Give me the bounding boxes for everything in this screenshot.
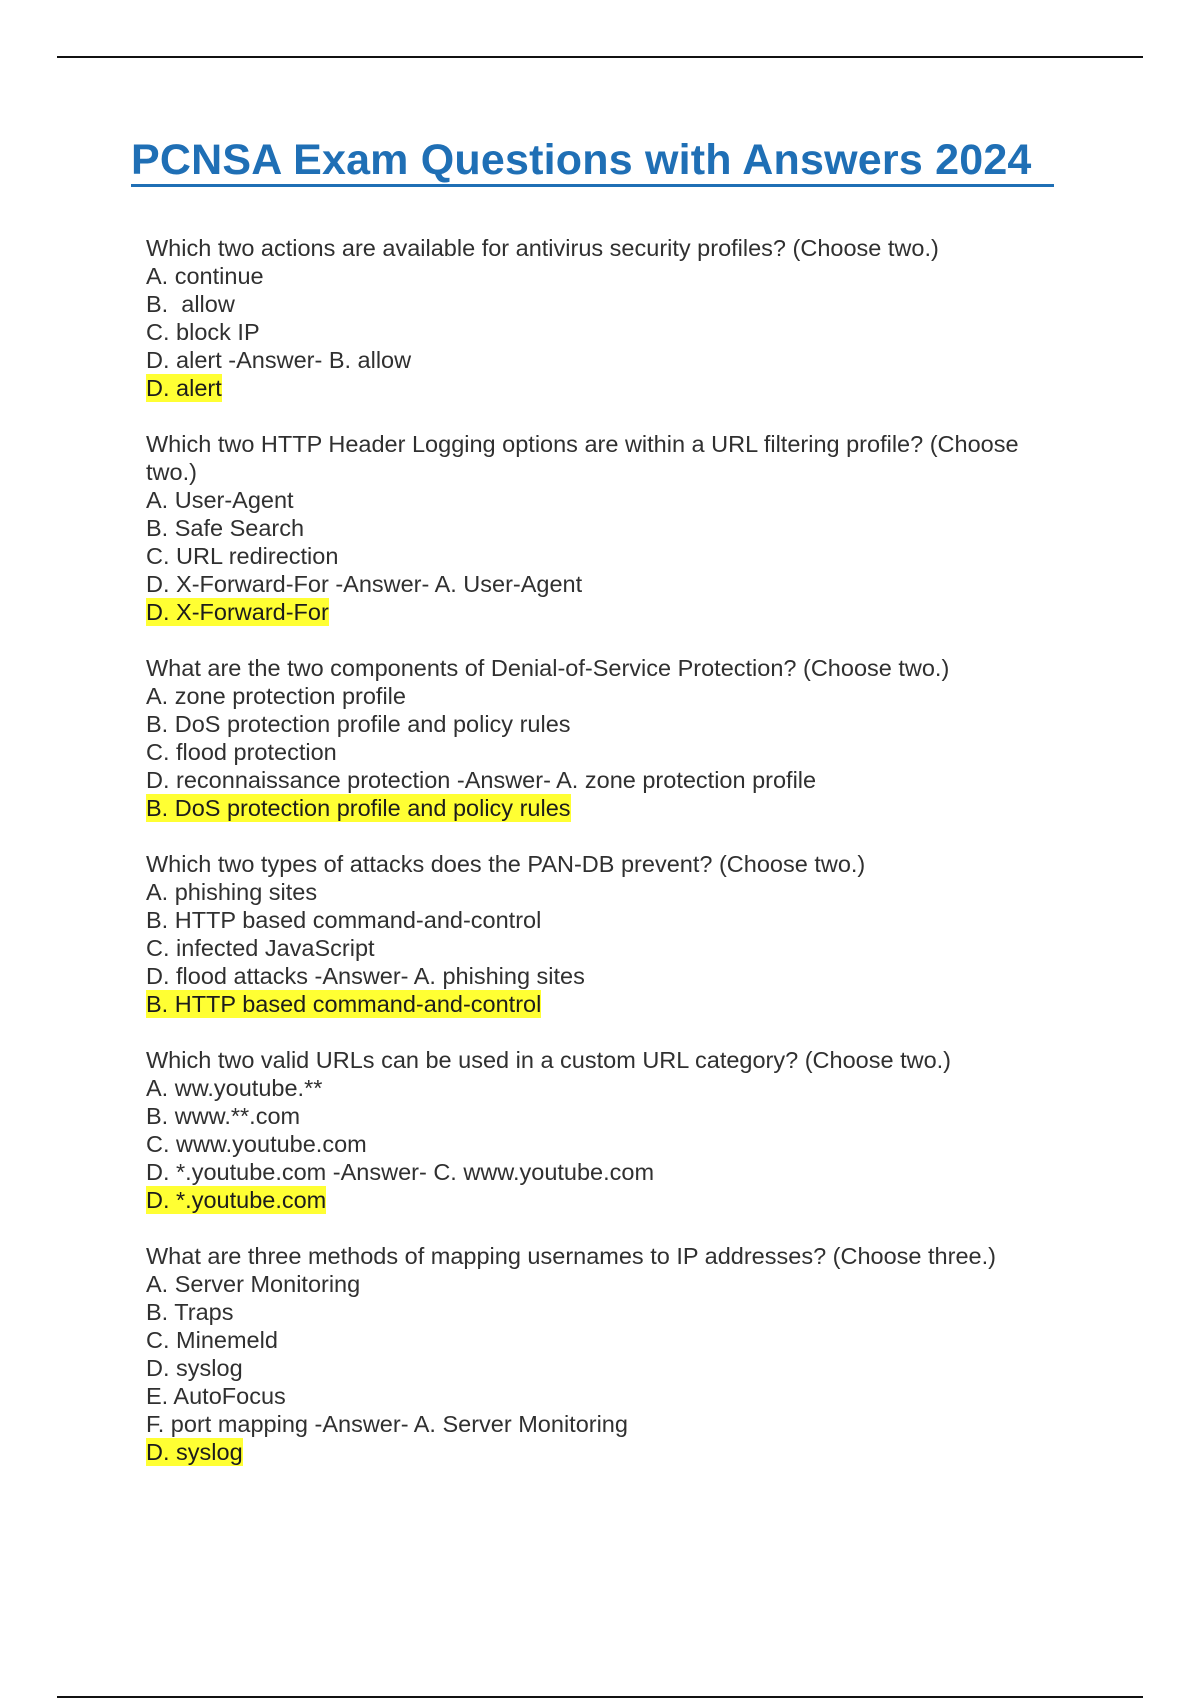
answer-option: D. flood attacks -Answer- A. phishing sites: [146, 963, 585, 989]
answer-option: C. www.youtube.com: [146, 1131, 367, 1157]
highlighted-answer: B. DoS protection profile and policy rules: [146, 795, 571, 821]
answer-option: E. AutoFocus: [146, 1383, 286, 1409]
answer-option: A. continue: [146, 263, 264, 289]
answer-option: F. port mapping -Answer- A. Server Monitoring: [146, 1411, 628, 1437]
answer-option: B. allow: [146, 291, 235, 317]
highlighted-answer: D. syslog: [146, 1439, 243, 1465]
answer-option: D. syslog: [146, 1355, 243, 1381]
answer-option: B. www.**.com: [146, 1103, 301, 1129]
answer-option: A. Server Monitoring: [146, 1271, 361, 1297]
highlighted-answer: D. *.youtube.com: [146, 1187, 327, 1213]
top-rule: [57, 56, 1143, 58]
answer-option: D. reconnaissance protection -Answer- A. zone protection profile: [146, 767, 817, 793]
highlighted-answer: D. alert: [146, 375, 222, 401]
question-text: Which two actions are available for antivirus security profiles? (Choose two.): [146, 235, 939, 261]
question-block: [146, 1242, 1066, 1466]
highlighted-answer: B. HTTP based command-and-control: [146, 991, 542, 1017]
question-text: What are the two components of Denial-of-Service Protection? (Choose two.): [146, 655, 950, 681]
answer-option: B. Safe Search: [146, 515, 305, 541]
answer-option: D. alert -Answer- B. allow: [146, 347, 412, 373]
highlighted-answer: D. X-Forward-For: [146, 599, 329, 625]
answer-option: C. Minemeld: [146, 1327, 278, 1353]
question-list: [146, 234, 1066, 1494]
question-text: What are three methods of mapping usernames to IP addresses? (Choose three.): [146, 1243, 996, 1269]
answer-option: B. Traps: [146, 1299, 234, 1325]
question-text: Which two types of attacks does the PAN-DB prevent? (Choose two.): [146, 851, 866, 877]
question-block: [146, 430, 1066, 626]
question-text: Which two HTTP Header Logging options are within a URL filtering profile? (Choose two.): [146, 431, 1026, 485]
answer-option: D. X-Forward-For -Answer- A. User-Agent: [146, 571, 583, 597]
question-block: [146, 234, 1066, 402]
answer-option: C. block IP: [146, 319, 260, 345]
answer-option: C. infected JavaScript: [146, 935, 375, 961]
question-block: [146, 1046, 1066, 1214]
answer-option: A. zone protection profile: [146, 683, 406, 709]
answer-option: A. phishing sites: [146, 879, 318, 905]
question-block: [146, 850, 1066, 1018]
answer-option: D. *.youtube.com -Answer- C. www.youtube.com: [146, 1159, 655, 1185]
answer-option: A. ww.youtube.**: [146, 1075, 323, 1101]
answer-option: B. DoS protection profile and policy rules: [146, 711, 571, 737]
question-block: [146, 654, 1066, 822]
title-underline: [131, 184, 1054, 187]
question-text: Which two valid URLs can be used in a custom URL category? (Choose two.): [146, 1047, 952, 1073]
answer-option: C. URL redirection: [146, 543, 339, 569]
bottom-rule: [57, 1696, 1143, 1698]
answer-option: C. flood protection: [146, 739, 337, 765]
answer-option: A. User-Agent: [146, 487, 294, 513]
answer-option: B. HTTP based command-and-control: [146, 907, 542, 933]
page-title: PCNSA Exam Questions with Answers 2024: [131, 136, 1032, 184]
